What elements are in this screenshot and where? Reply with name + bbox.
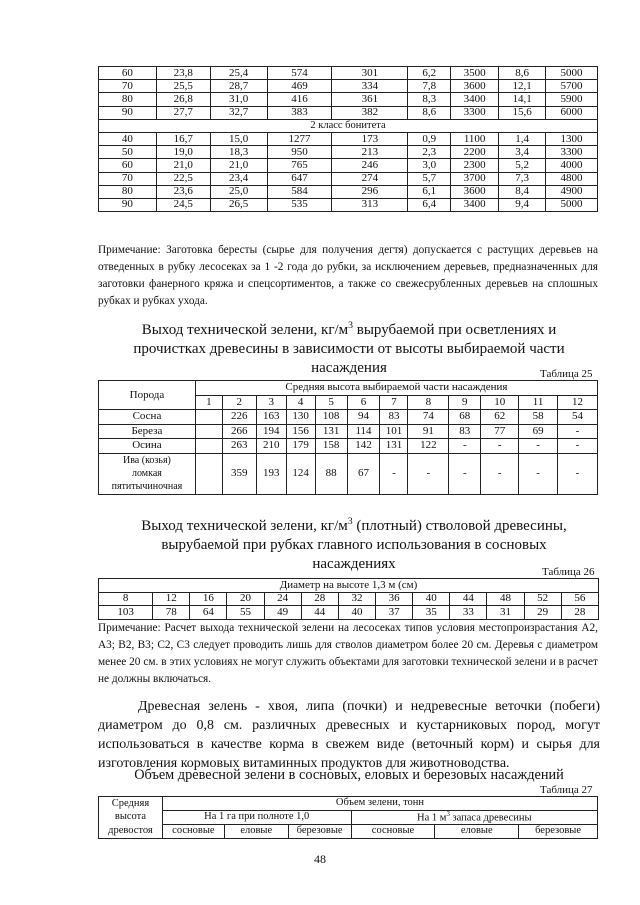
table-cell: 40 [99,132,157,145]
height-header-cell: 3 [256,395,286,410]
note-birch-bark: Примечание: Заготовка бересты (сырье для получения дегтя) допускается с растущих деревьев на отведенных в рубку лесосеках за 1 -2 года до рубки, за исключением деревьев, предназначенных для заготовки фанерного кряжа и спецсортиментов, а также со свежесрубленных деревьев на сплошных рубках и рубках ухода. [98,244,598,307]
table-cell: 274 [332,172,408,185]
table-cell: 114 [347,424,380,439]
table-row [99,146,598,159]
table-row [99,67,598,80]
table-cell: 4900 [546,185,598,198]
table-row [99,424,598,439]
table-cell: 60 [99,67,157,80]
per-m3-sup: 3 [446,810,450,818]
table-cell: 3500 [451,67,499,80]
table-24-bottom-rows [99,132,598,211]
table-cell: 23,8 [156,67,210,80]
header-diameter: Диаметр на высоте 1,3 м (см) [99,579,599,593]
table-cell: 173 [332,132,408,145]
table-cell: 80 [99,93,157,106]
table-row [99,172,598,185]
diameter-cell: 20 [227,592,264,606]
title-text-tail: (плотный) стволовой древесины, вырубаемой при рубках главного использования в сосновых насаждениях [161,518,567,572]
table-cell: 142 [347,439,380,454]
values-row [99,606,599,620]
species-columns-row [99,825,598,839]
table-cell: - [519,453,558,494]
table-row [99,132,598,145]
table-cell: 8,4 [499,185,546,198]
table-cell: 14,1 [499,93,546,106]
table-cell: 23,6 [156,185,210,198]
table-cell: 535 [267,198,332,211]
value-cell: 37 [376,606,413,620]
table-cell: 5,2 [499,159,546,172]
diameter-cell: 16 [190,592,227,606]
table-cell: 5900 [546,93,598,106]
table-cell: 1300 [546,132,598,145]
species-column-header: сосновые [162,825,224,839]
table-row [99,106,598,119]
table-row [99,80,598,93]
height-header-cell: 12 [558,395,598,410]
height-header-cell: 6 [347,395,380,410]
header-per-ha: На 1 га при полноте 1,0 [162,811,351,825]
table-cell: 950 [267,146,332,159]
table-cell: 88 [315,453,347,494]
table-cell: 3,4 [499,146,546,159]
header-avg-2: высота [99,811,163,825]
table-cell: 31,0 [210,93,267,106]
table-row [99,185,598,198]
table-cell: 1100 [451,132,499,145]
diameter-cell: 24 [264,592,301,606]
diameter-cell: 44 [450,592,487,606]
value-cell: 33 [450,606,487,620]
table-cell: 27,7 [156,106,210,119]
diameters-row [99,592,599,606]
table-cell: 90 [99,106,157,119]
value-cell: 49 [264,606,301,620]
value-cell: 29 [524,606,561,620]
table-cell: 194 [256,424,286,439]
table-cell: 584 [267,185,332,198]
table-cell: 3300 [546,146,598,159]
table-cell: - [481,439,519,454]
table-row [99,198,598,211]
table-cell: 21,0 [156,159,210,172]
table-cell [195,424,222,439]
willow-line: ломкая [132,468,162,479]
note-calculation: Примечание: Расчет выхода технической зелени на лесосеках типов условия местопроизрастания А2, А3; В2, В3; С2, С3 следует проводить лишь для стволов диаметром более 20 см. Деревья с диаметром менее 20 см. в этих условиях не могут служить объектами для заготовки технической зелени и в расчет не должны включаться. [98,622,598,685]
willow-line: пятитычиночная [111,481,183,492]
table-cell: 2300 [451,159,499,172]
title-sup: 3 [348,320,354,331]
value-cell: 103 [99,606,153,620]
species-column-header: сосновые [351,825,435,839]
table-cell: 83 [449,424,481,439]
table-cell: 213 [332,146,408,159]
table-cell: 108 [315,410,347,425]
table-cell: 18,3 [210,146,267,159]
table-cell: 16,7 [156,132,210,145]
header-avg-height: Средняя высота выбираемой части насаждения [195,381,597,396]
table-cell: 382 [332,106,408,119]
table-cell: 263 [222,439,256,454]
table-cell: 313 [332,198,408,211]
table-cell: 8,6 [499,67,546,80]
table-cell: 3400 [451,198,499,211]
table-cell: 54 [558,410,598,425]
value-cell: 40 [338,606,375,620]
table-cell: 6000 [546,106,598,119]
table-cell: - [408,453,449,494]
table-cell: 246 [332,159,408,172]
table-cell: 25,5 [156,80,210,93]
table-cell: 122 [408,439,449,454]
height-header-cell: 10 [481,395,519,410]
species-column-header: березовые [519,825,598,839]
table-row [99,93,598,106]
table-cell: 334 [332,80,408,93]
table-cell: 1277 [267,132,332,145]
height-header-cell: 2 [222,395,256,410]
diameter-cell: 52 [524,592,561,606]
table-cell: 94 [347,410,380,425]
diameter-cell: 32 [338,592,375,606]
table-cell: 3400 [451,93,499,106]
table-cell: 5000 [546,198,598,211]
table-cell: 4800 [546,172,598,185]
table-cell: 50 [99,146,157,159]
species-column-header: еловые [224,825,288,839]
table-cell: 4000 [546,159,598,172]
table-cell: 21,0 [210,159,267,172]
table-cell: 5,7 [408,172,451,185]
diameter-cell: 40 [413,592,450,606]
table-cell: 15,6 [499,106,546,119]
table-cell: 361 [332,93,408,106]
table-cell [195,439,222,454]
diameter-cell: 56 [561,592,598,606]
table-cell: 7,3 [499,172,546,185]
per-m3-text-tail: запаса древесины [449,812,532,823]
table-cell: - [449,453,481,494]
table-cell: 130 [286,410,315,425]
table-cell: 6,4 [408,198,451,211]
header-species: Порода [99,381,196,410]
table-cell: 12,1 [499,80,546,93]
section-label: 2 класс бонитета [99,119,598,132]
diameter-cell: 48 [487,592,524,606]
table-cell: 3700 [451,172,499,185]
row-name-willow [99,453,196,494]
table-cell: 77 [481,424,519,439]
table-cell: - [380,453,408,494]
table-25-caption: Таблица 25 [540,368,593,380]
height-header-cell: 11 [519,395,558,410]
table-cell: 67 [347,453,380,494]
table-25-title [118,316,580,378]
table-cell: 101 [380,424,408,439]
table-cell: 296 [332,185,408,198]
table-cell: 193 [256,453,286,494]
value-cell: 44 [301,606,338,620]
table-cell: - [558,424,598,439]
table-cell: 158 [315,439,347,454]
table-cell: 25,0 [210,185,267,198]
table-cell [195,453,222,494]
table-27 [98,796,598,839]
row-name: Осина [99,439,196,454]
table-cell: - [558,439,598,454]
table-cell: 3300 [451,106,499,119]
table-cell: 6,1 [408,185,451,198]
value-cell: 35 [413,606,450,620]
height-header-cell: 8 [408,395,449,410]
table-cell: 90 [99,198,157,211]
table-cell: 131 [315,424,347,439]
table-cell: 5000 [546,67,598,80]
table-cell: - [449,439,481,454]
table-row [99,439,598,454]
table-cell: 25,4 [210,67,267,80]
height-header-cell: 4 [286,395,315,410]
table-cell: 28,7 [210,80,267,93]
table-cell: 1,4 [499,132,546,145]
table-row [99,159,598,172]
table-cell: 156 [286,424,315,439]
title-sup: 3 [347,516,353,527]
table-cell: 7,8 [408,80,451,93]
table-25-body [99,410,598,454]
table-cell: 68 [449,410,481,425]
header-avg-1: Средняя [99,797,163,811]
table-cell: 22,5 [156,172,210,185]
table-cell: - [558,453,598,494]
table-cell: 163 [256,410,286,425]
table-cell: 6,2 [408,67,451,80]
table-cell: 647 [267,172,332,185]
table-27-caption: Таблица 27 [540,784,593,796]
table-cell: 32,7 [210,106,267,119]
table-cell: 3600 [451,80,499,93]
table-cell: - [481,453,519,494]
title-text-tail: вырубаемой при осветлениях и прочистках древесины в зависимости от высоты выбираемой части насаждения [133,322,565,376]
table-cell: 469 [267,80,332,93]
table-cell: 416 [267,93,332,106]
title-text: Выход технической зелени, кг/м [141,518,348,534]
table-26 [98,578,599,620]
willow-line: Ива (козья) [123,455,171,466]
table-cell: 15,0 [210,132,267,145]
table-cell: 91 [408,424,449,439]
table-cell: 383 [267,106,332,119]
table-cell: 3,0 [408,159,451,172]
table-cell [195,410,222,425]
table-cell: 3600 [451,185,499,198]
table-25 [98,380,598,495]
table-cell: 58 [519,410,558,425]
table-27-title: Объем древесной зелени в сосновых, еловых и березовых насаждений [134,767,564,783]
row-name: Береза [99,424,196,439]
table-cell: 8,3 [408,93,451,106]
table-cell: 9,4 [499,198,546,211]
species-column-header: березовые [288,825,351,839]
table-cell: 70 [99,172,157,185]
paragraph-woody-greens: Древесная зелень - хвоя, липа (почки) и недревесные веточки (побеги) диаметром до 0,8 см. различных древесных и кустарниковых пород, могут использоваться в качестве корма в свежем виде (веточный корм) и сырья для изготовления кормовых витаминных продуктов для животноводства. [98,699,600,771]
table-24 [98,66,598,212]
value-cell: 31 [487,606,524,620]
value-cell: 78 [153,606,190,620]
table-cell: 19,0 [156,146,210,159]
table-cell: 765 [267,159,332,172]
table-26-title [130,512,578,574]
header-per-m3 [351,811,597,825]
table-cell: 26,8 [156,93,210,106]
table-cell: 23,4 [210,172,267,185]
table-cell: 83 [380,410,408,425]
height-header-cell: 7 [380,395,408,410]
table-cell: 70 [99,80,157,93]
table-cell: 69 [519,424,558,439]
table-cell: 60 [99,159,157,172]
value-cell: 28 [561,606,598,620]
table-cell: 179 [286,439,315,454]
header-volume: Объем зелени, тонн [162,797,597,811]
diameter-cell: 28 [301,592,338,606]
value-cell: 64 [190,606,227,620]
value-cell: 55 [227,606,264,620]
table-cell: 62 [481,410,519,425]
table-cell: 131 [380,439,408,454]
table-cell: 0,9 [408,132,451,145]
height-header-cell: 5 [315,395,347,410]
table-cell: 266 [222,424,256,439]
table-cell: 24,5 [156,198,210,211]
table-cell: 80 [99,185,157,198]
table-cell: 2200 [451,146,499,159]
table-cell: 124 [286,453,315,494]
table-cell: 26,5 [210,198,267,211]
table-26-caption: Таблица 26 [542,566,595,578]
table-cell: 226 [222,410,256,425]
table-cell: - [519,439,558,454]
species-column-header: еловые [435,825,519,839]
table-cell: 8,6 [408,106,451,119]
height-header-cell: 9 [449,395,481,410]
diameter-cell: 36 [376,592,413,606]
table-cell: 359 [222,453,256,494]
table-cell: 210 [256,439,286,454]
table-cell: 5700 [546,80,598,93]
table-cell: 2,3 [408,146,451,159]
diameter-cell: 12 [153,592,190,606]
height-header-cell: 1 [195,395,222,410]
header-avg-3: древостоя [99,825,163,839]
table-cell: 74 [408,410,449,425]
table-cell: 301 [332,67,408,80]
page-number: 48 [314,852,326,866]
table-row [99,410,598,425]
title-text: Выход технической зелени, кг/м [141,322,349,338]
row-name: Сосна [99,410,196,425]
table-cell: 574 [267,67,332,80]
diameter-cell: 8 [99,592,153,606]
table-24-top-rows [99,67,598,120]
table-row [99,453,598,494]
per-m3-text: На 1 м [417,812,447,823]
